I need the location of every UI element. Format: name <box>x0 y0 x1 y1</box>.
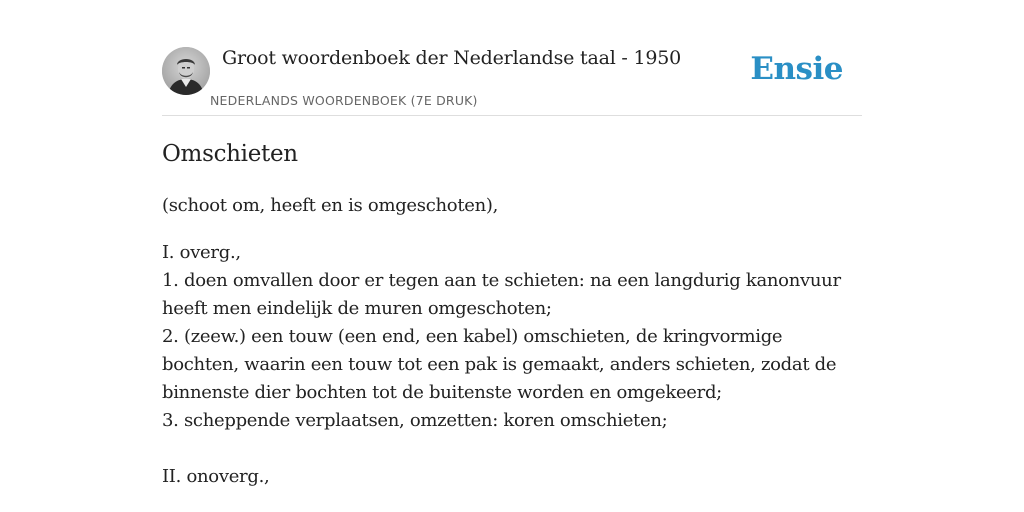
source-title[interactable]: Groot woordenboek der Nederlandse taal - 1950 <box>222 47 682 69</box>
spacer <box>162 435 862 463</box>
author-avatar[interactable] <box>162 47 210 95</box>
definition-item: 3. scheppende verplaatsen, omzetten: koren omschieten; <box>162 410 668 431</box>
sense-two-label: II. onoverg., <box>162 466 270 487</box>
source-header <box>162 0 862 116</box>
definition-item: 2. (zeew.) een touw (een end, een kabel) omschieten, de kringvormige bochten, waarin een touw tot een pak is gemaakt, anders schieten, zodat de binnenste dier bochten tot de buitenste worden en omgekeerd; <box>162 326 837 403</box>
sense-one-label: I. overg., <box>162 242 241 263</box>
definition-block <box>162 239 862 491</box>
entry-body <box>162 192 862 491</box>
content-container <box>162 0 862 487</box>
grammar-note: (schoot om, heeft en is omgeschoten), <box>162 195 499 216</box>
author-portrait-icon <box>162 47 210 95</box>
ensie-logo[interactable]: Ensie <box>750 51 843 87</box>
definition-item: 1. doen omvallen door er tegen aan te schieten: na een langdurig kanonvuur heeft men eindelijk de muren omgeschoten; <box>162 270 841 319</box>
entry-title: Omschieten <box>162 141 298 167</box>
source-subtitle[interactable]: NEDERLANDS WOORDENBOEK (7E DRUK) <box>210 93 478 108</box>
